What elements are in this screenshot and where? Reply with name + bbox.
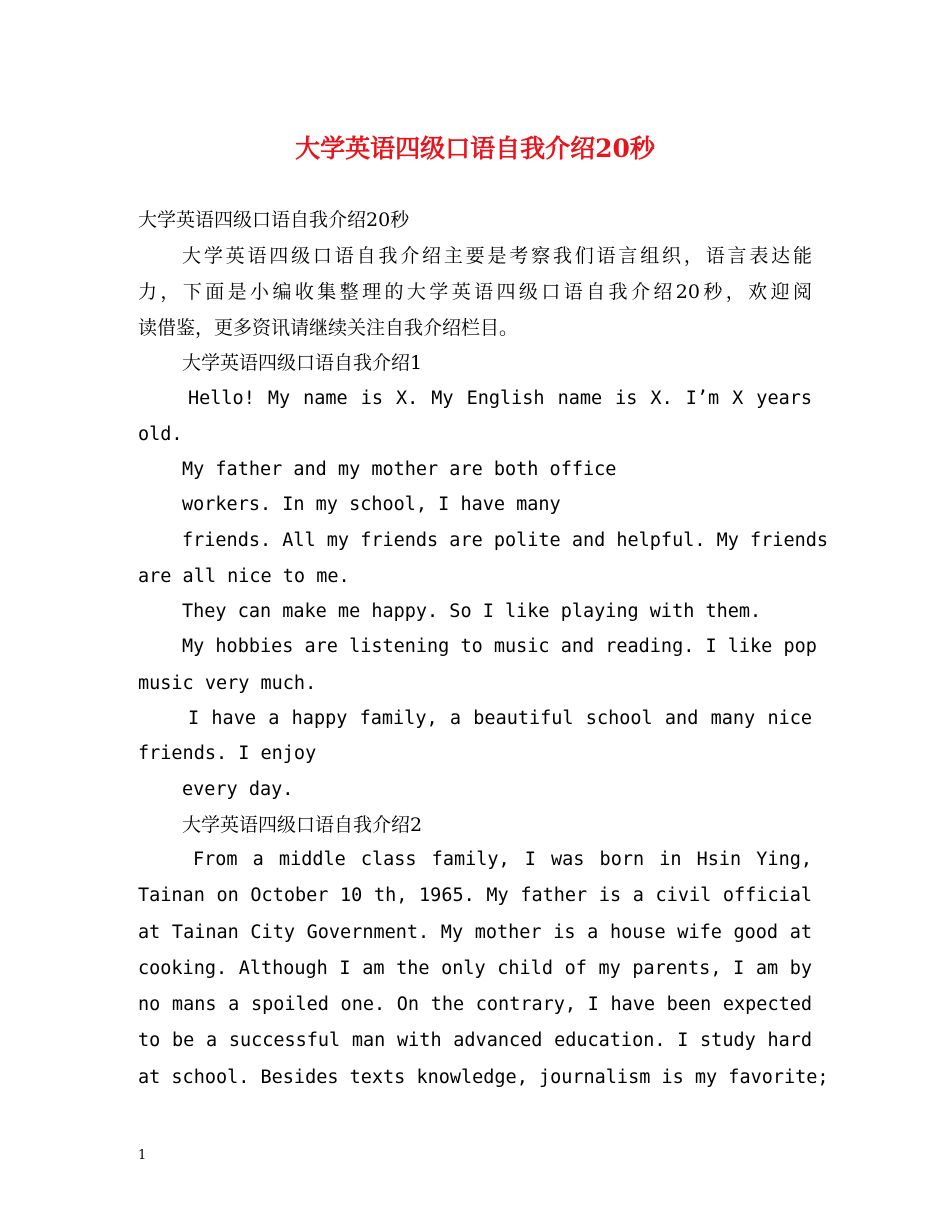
text-line: Tainan on October 10 th, 1965. My father is a civil official: [138, 885, 812, 906]
text-line: to be a successful man with advanced education. I study hard: [138, 1030, 812, 1051]
text-line: 大学英语四级口语自我介绍20秒: [138, 209, 410, 231]
text-line: old.: [138, 424, 183, 445]
document-title: 大学英语四级口语自我介绍20秒: [295, 134, 655, 163]
text-line: friends. I enjoy: [138, 743, 317, 764]
text-line: Hello! My name is X. My English name is X. I’m X years: [188, 388, 812, 409]
text-line: music very much.: [138, 673, 317, 694]
text-line: From a middle class family, I was born in Hsin Ying,: [193, 849, 812, 870]
text-line: They can make me happy. So I like playing with them.: [182, 601, 762, 622]
page-number: 1: [138, 1148, 147, 1163]
text-line: at Tainan City Government. My mother is a house wife good at: [138, 922, 812, 943]
text-line: are all nice to me.: [138, 566, 350, 587]
text-line: My father and my mother are both office: [182, 459, 617, 480]
text-line: cooking. Although I am the only child of my parents, I am by: [138, 958, 812, 979]
text-line: workers. In my school, I have many: [182, 494, 561, 515]
text-line: 大学英语四级口语自我介绍主要是考察我们语言组织，语言表达能: [182, 245, 812, 267]
text-line: no mans a spoiled one. On the contrary, I have been expected: [138, 994, 812, 1015]
text-line: 力，下面是小编收集整理的大学英语四级口语自我介绍20秒，欢迎阅: [138, 281, 812, 303]
text-line: every day.: [182, 779, 294, 800]
text-line: 读借鉴，更多资讯请继续关注自我介绍栏目。: [138, 317, 519, 339]
text-line: at school. Besides texts knowledge, journalism is my favorite;: [138, 1067, 829, 1088]
text-line: friends. All my friends are polite and helpful. My friends: [182, 530, 829, 551]
section-heading: 大学英语四级口语自我介绍2: [182, 814, 423, 836]
text-line: I have a happy family, a beautiful school and many nice: [188, 708, 812, 729]
section-heading: 大学英语四级口语自我介绍1: [182, 352, 423, 374]
text-line: My hobbies are listening to music and reading. I like pop: [182, 636, 817, 657]
